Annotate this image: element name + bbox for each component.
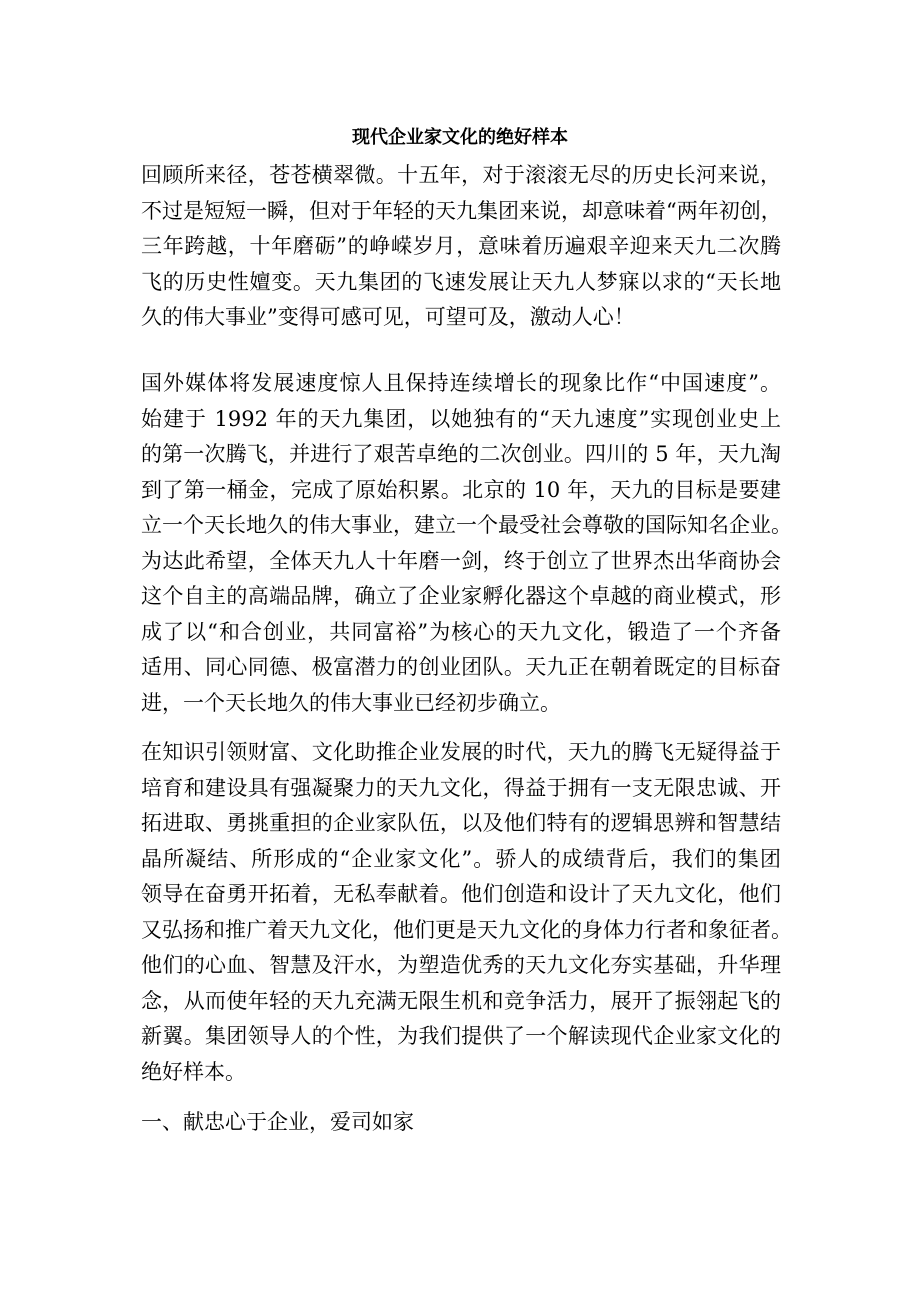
text-line: 为达此希望，全体天九人十年磨一剑，终于创立了世界杰出华商协会	[141, 548, 781, 573]
text-line: 又弘扬和推广着天九文化，他们更是天九文化的身体力行者和象征者。	[141, 917, 792, 942]
text-line: 适用、同心同德、极富潜力的创业团队。天九正在朝着既定的目标奋	[141, 655, 781, 679]
text-line: 念，从而使年轻的天九充满无限生机和竞争活力，展开了振翎起飞的	[141, 988, 781, 1013]
document-title: 现代企业家文化的绝好样本	[352, 127, 568, 148]
text-line: 拓进取、勇挑重担的企业家队伍，以及他们特有的逻辑思辨和智慧结	[141, 811, 781, 835]
text-line: 回顾所来径，苍苍横翠微。十五年，对于滚滚无尽的历史长河来说，	[141, 163, 781, 187]
text-line: 培育和建设具有强凝聚力的天九文化，得益于拥有一支无限忠诚、开	[141, 775, 781, 800]
text-line: 新翼。集团领导人的个性，为我们提供了一个解读现代企业家文化的	[141, 1024, 781, 1048]
paragraph-1	[141, 158, 781, 336]
text-line: 久的伟大事业”变得可感可见，可望可及，激动人心！	[141, 305, 635, 329]
text-line: 在知识引领财富、文化助推企业发展的时代，天九的腾飞无疑得益于	[141, 740, 781, 764]
text-line: 他们的心血、智慧及汗水，为塑造优秀的天九文化夯实基础，升华理	[141, 953, 781, 977]
paragraph-3	[141, 735, 792, 1090]
text-line: 晶所凝结、所形成的“企业家文化”。骄人的成绩背后，我们的集团	[141, 846, 781, 871]
text-line: 这个自主的高端品牌，确立了企业家孵化器这个卓越的商业模式，形	[141, 584, 781, 608]
paragraph-2	[141, 366, 792, 721]
text-line: 国外媒体将发展速度惊人且保持连续增长的现象比作“中国速度”。	[141, 371, 781, 395]
text-line: 成了以“和合创业，共同富裕”为核心的天九文化，锻造了一个齐备	[141, 619, 781, 644]
section-heading	[141, 1105, 781, 1141]
text-line: 到了第一桶金，完成了原始积累。北京的 10 年，天九的目标是要建	[141, 477, 781, 502]
text-line: 的第一次腾飞，并进行了艰苦卓绝的二次创业。四川的 5 年，天九淘	[141, 442, 781, 466]
text-line: 绝好样本。	[141, 1059, 246, 1084]
text-line: 不过是短短一瞬，但对于年轻的天九集团来说，却意味着“两年初创，	[141, 198, 782, 223]
text-line: 始建于 1992 年的天九集团，以她独有的“天九速度”实现创业史上	[141, 406, 781, 431]
section-heading-text: 一、献忠心于企业，爱司如家	[141, 1110, 414, 1134]
text-line: 进，一个天长地久的伟大事业已经初步确立。	[141, 690, 561, 715]
text-line: 三年跨越，十年磨砺”的峥嵘岁月，意味着历遍艰辛迎来天九二次腾	[141, 234, 781, 258]
text-line: 立一个天长地久的伟大事业，建立一个最受社会尊敬的国际知名企业。	[141, 513, 792, 537]
text-line: 飞的历史性嬗变。天九集团的飞速发展让天九人梦寐以求的“天长地	[141, 269, 781, 294]
text-line: 领导在奋勇开拓着，无私奉献着。他们创造和设计了天九文化，他们	[141, 882, 781, 906]
